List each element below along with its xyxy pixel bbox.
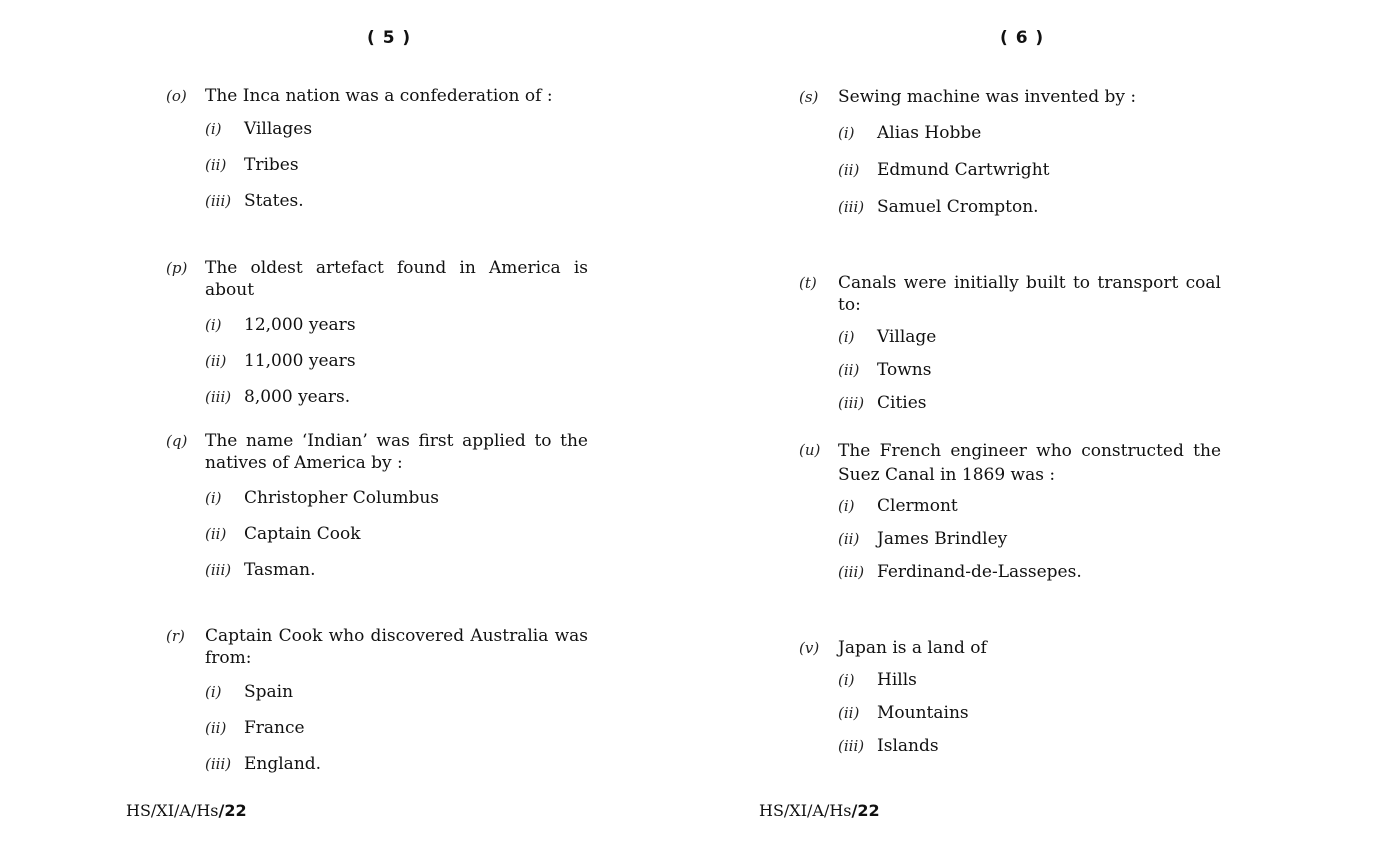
option-item xyxy=(205,681,565,703)
footer-left xyxy=(126,801,247,820)
option-item xyxy=(205,753,565,775)
option-label: (ii) xyxy=(205,719,227,737)
option-text: Captain Cook xyxy=(244,524,361,544)
option-item xyxy=(838,669,1198,691)
option-label: (i) xyxy=(205,316,222,334)
option-text: 12,000 years xyxy=(244,315,356,335)
option-item xyxy=(205,314,565,336)
option-text: Alias Hobbe xyxy=(877,123,982,143)
question-text: Canals were initially built to transport coal to: xyxy=(838,273,1221,315)
option-label: (iii) xyxy=(838,394,865,412)
question-r xyxy=(166,625,588,774)
question-label: (s) xyxy=(799,88,819,106)
question-text: Japan is a land of xyxy=(838,638,987,658)
option-label: (iii) xyxy=(205,755,232,773)
question-text: Captain Cook who discovered Australia was from: xyxy=(205,626,588,668)
page-number-left: ( 5 ) xyxy=(367,28,412,48)
footer-year: /22 xyxy=(851,801,880,820)
question-label: (u) xyxy=(799,441,821,459)
question-text: The French engineer who constructed the Suez Canal in 1869 was : xyxy=(838,441,1221,485)
option-text: Towns xyxy=(877,360,932,380)
question-t xyxy=(799,272,1221,413)
option-text: Hills xyxy=(877,670,917,690)
question-label: (v) xyxy=(799,639,820,657)
option-item xyxy=(205,154,565,176)
option-text: Villages xyxy=(244,119,313,139)
question-s xyxy=(799,86,1199,217)
footer-code: HS/XI/A/Hs xyxy=(126,801,219,820)
option-label: (i) xyxy=(838,328,855,346)
page-number-right: ( 6 ) xyxy=(1000,28,1045,48)
question-u xyxy=(799,439,1221,582)
option-item xyxy=(838,359,1198,381)
question-text: The oldest artefact found in America is about xyxy=(205,258,588,300)
option-item xyxy=(205,559,565,581)
option-item xyxy=(838,196,1198,218)
option-label: (iii) xyxy=(838,198,865,216)
question-label: (t) xyxy=(799,274,817,292)
option-text: 8,000 years. xyxy=(244,387,351,407)
option-text: France xyxy=(244,718,305,738)
question-text: The Inca nation was a confederation of : xyxy=(205,86,553,106)
option-text: Islands xyxy=(877,736,939,756)
question-label: (q) xyxy=(166,432,188,450)
option-label: (iii) xyxy=(205,388,232,406)
option-text: Tribes xyxy=(244,155,299,175)
option-label: (iii) xyxy=(838,563,865,581)
footer-year: /22 xyxy=(218,801,247,820)
option-text: England. xyxy=(244,754,322,774)
option-item xyxy=(205,523,565,545)
question-label: (o) xyxy=(166,87,187,105)
option-item xyxy=(205,190,565,212)
question-q xyxy=(166,430,588,580)
option-label: (i) xyxy=(838,671,855,689)
option-text: Ferdinand-de-Lassepes. xyxy=(877,562,1082,582)
option-item xyxy=(838,326,1198,348)
option-text: Edmund Cartwright xyxy=(877,160,1050,180)
option-label: (ii) xyxy=(838,161,860,179)
option-label: (iii) xyxy=(838,737,865,755)
footer-code: HS/XI/A/Hs xyxy=(759,801,852,820)
option-text: Mountains xyxy=(877,703,969,723)
option-item xyxy=(838,561,1198,583)
option-text: Tasman. xyxy=(244,560,316,580)
option-item xyxy=(838,735,1198,757)
option-item xyxy=(838,702,1198,724)
option-label: (ii) xyxy=(205,525,227,543)
option-item xyxy=(205,350,565,372)
option-item xyxy=(838,392,1198,414)
option-text: Clermont xyxy=(877,496,958,516)
option-item xyxy=(205,487,565,509)
question-text: Sewing machine was invented by : xyxy=(838,87,1137,107)
option-label: (i) xyxy=(838,497,855,515)
option-item xyxy=(838,122,1198,144)
option-item xyxy=(838,495,1198,517)
option-label: (iii) xyxy=(205,561,232,579)
option-label: (i) xyxy=(205,683,222,701)
option-text: Cities xyxy=(877,393,927,413)
footer-right xyxy=(759,801,880,820)
option-item xyxy=(838,528,1198,550)
option-label: (ii) xyxy=(838,704,860,722)
question-o xyxy=(166,85,566,211)
option-text: States. xyxy=(244,191,304,211)
option-text: 11,000 years xyxy=(244,351,356,371)
option-label: (ii) xyxy=(838,530,860,548)
question-text: The name ‘Indian’ was first applied to the natives of America by : xyxy=(205,431,588,473)
option-item xyxy=(205,386,565,408)
option-item xyxy=(205,118,565,140)
option-text: Village xyxy=(877,327,937,347)
question-p xyxy=(166,257,588,407)
option-label: (iii) xyxy=(205,192,232,210)
option-text: Spain xyxy=(244,682,294,702)
question-v xyxy=(799,637,1199,756)
option-label: (ii) xyxy=(838,361,860,379)
option-label: (i) xyxy=(838,124,855,142)
option-text: Christopher Columbus xyxy=(244,488,440,508)
question-label: (r) xyxy=(166,627,185,645)
option-label: (i) xyxy=(205,120,222,138)
option-text: Samuel Crompton. xyxy=(877,197,1039,217)
option-label: (i) xyxy=(205,489,222,507)
option-label: (ii) xyxy=(205,352,227,370)
option-item xyxy=(838,159,1198,181)
option-item xyxy=(205,717,565,739)
question-label: (p) xyxy=(166,259,188,277)
option-text: James Brindley xyxy=(877,529,1008,549)
option-label: (ii) xyxy=(205,156,227,174)
